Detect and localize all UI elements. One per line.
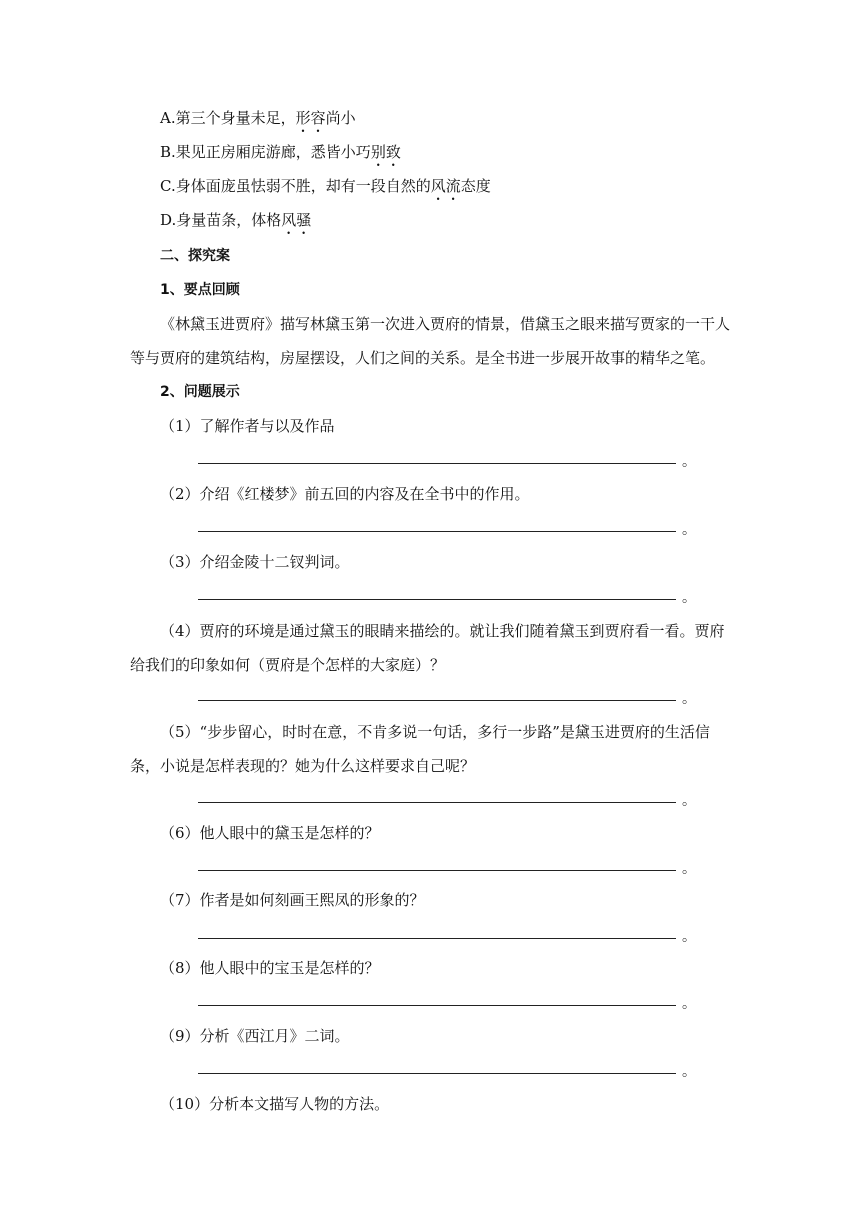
- period: 。: [682, 590, 696, 606]
- period: 。: [682, 996, 696, 1012]
- period: 。: [682, 793, 696, 809]
- question-5-cont: 条，小说是怎样表现的？她为什么这样要求自己呢？: [130, 757, 476, 775]
- period: 。: [682, 1064, 696, 1080]
- questions-title: 2、问题展示: [160, 384, 240, 400]
- question-3: （3）介绍金陵十二钗判词。: [160, 553, 350, 571]
- emphasized-text: 别致: [370, 143, 401, 161]
- question-4: （4）贾府的环境是通过黛玉的眼睛来描绘的。就让我们随着黛玉到贾府看一看。贾府: [160, 622, 725, 640]
- question-1: （1）了解作者与以及作品: [160, 417, 335, 435]
- answer-line-4[interactable]: [198, 700, 676, 701]
- question-5: （5）“步步留心，时时在意，不肯多说一句话，多行一步路”是黛玉进贾府的生活信: [160, 723, 710, 741]
- period: 。: [682, 929, 696, 945]
- emphasized-text: 风骚: [281, 211, 312, 229]
- option-label: A.: [160, 109, 176, 127]
- section-title: 二、探究案: [160, 248, 230, 264]
- answer-line-5[interactable]: [198, 802, 676, 803]
- question-10: （10）分析本文描写人物的方法。: [160, 1095, 390, 1113]
- option-a: A.第三个身量未足，形容尚小: [160, 109, 356, 127]
- question-7: （7）作者是如何刻画王熙凤的形象的？: [160, 891, 425, 909]
- answer-line-7[interactable]: [198, 938, 676, 939]
- answer-line-2[interactable]: [198, 531, 676, 532]
- review-title: 1、要点回顾: [160, 282, 240, 298]
- question-9: （9）分析《西江月》二词。: [160, 1027, 350, 1045]
- period: 。: [682, 454, 696, 470]
- review-text-line2: 等与贾府的建筑结构，房屋摆设，人们之间的关系。是全书进一步展开故事的精华之笔。: [130, 349, 716, 367]
- option-label: D.: [160, 211, 177, 229]
- question-4-cont: 给我们的印象如何（贾府是个怎样的大家庭）？: [130, 656, 446, 674]
- emphasized-text: 风流: [430, 177, 461, 195]
- period: 。: [682, 691, 696, 707]
- question-8: （8）他人眼中的宝玉是怎样的？: [160, 959, 380, 977]
- option-label: C.: [160, 177, 176, 195]
- question-2: （2）介绍《红楼梦》前五回的内容及在全书中的作用。: [160, 485, 530, 503]
- answer-line-6[interactable]: [198, 870, 676, 871]
- option-d: D.身量苗条，体格风骚: [160, 211, 312, 229]
- answer-line-8[interactable]: [198, 1005, 676, 1006]
- period: 。: [682, 522, 696, 538]
- period: 。: [682, 861, 696, 877]
- answer-line-3[interactable]: [198, 599, 676, 600]
- question-6: （6）他人眼中的黛玉是怎样的？: [160, 824, 380, 842]
- review-text-line1: 《林黛玉进贾府》描写林黛玉第一次进入贾府的情景，借黛玉之眼来描写贾家的一干人: [160, 315, 731, 333]
- option-b: B.果见正房厢庑游廊，悉皆小巧别致: [160, 143, 401, 161]
- answer-line-9[interactable]: [198, 1073, 676, 1074]
- emphasized-text: 形容: [295, 109, 326, 127]
- option-c: C.身体面庞虽怯弱不胜，却有一段自然的风流态度: [160, 177, 491, 195]
- option-label: B.: [160, 143, 176, 161]
- answer-line-1[interactable]: [198, 463, 676, 464]
